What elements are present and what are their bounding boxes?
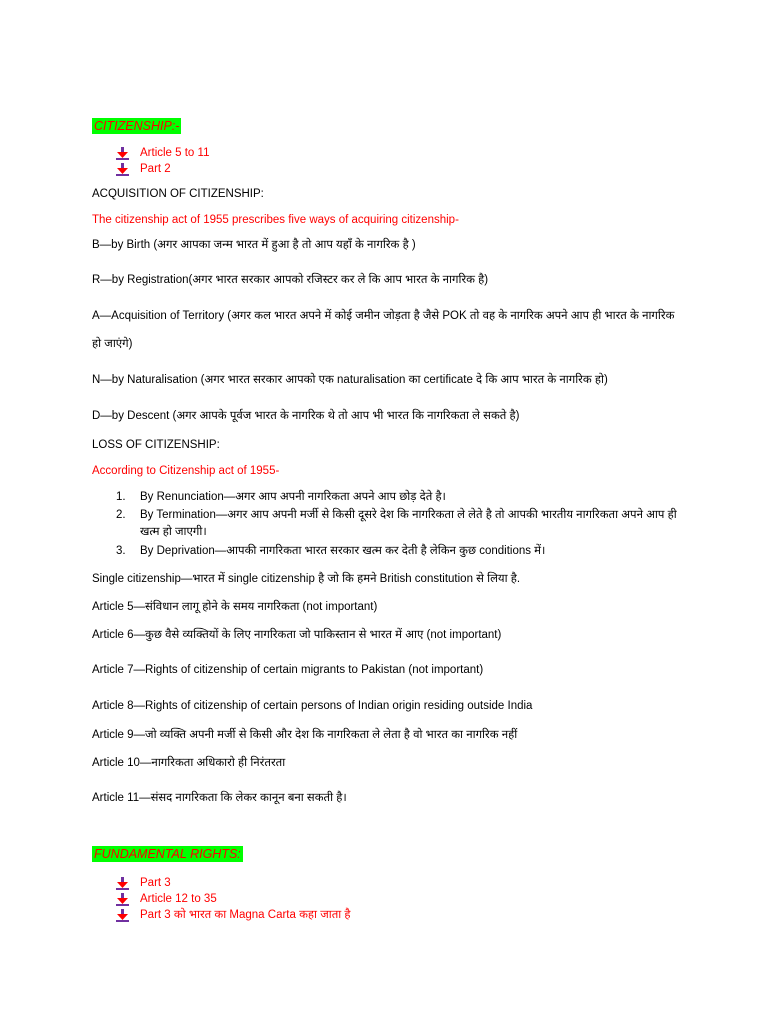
list-item [116, 161, 171, 177]
way-descent: D—by Descent (अगर आपके पूर्वज भारत के नागरिक थे तो आप भी भारत कि नागरिकता ले सकते है) [92, 410, 520, 422]
arrow-bullet-icon [116, 876, 132, 890]
bullet-text: Part 3 को भारत का Magna Carta कहा जाता है [140, 909, 351, 921]
arrow-bullet-icon [116, 146, 132, 160]
article-7: Article 7—Rights of citizenship of certain migrants to Pakistan (not important) [92, 664, 484, 676]
list-text: By Termination—अगर आप अपनी मर्जी से किसी दूसरे देश कि नागरिकता ले लेते है तो आपकी भारतीय नागरिकता अपने आप ही [140, 509, 677, 521]
way-birth: B—by Birth (अगर आपका जन्म भारत में हुआ है तो आप यहाँ के नागरिक है ) [92, 239, 416, 251]
list-item [116, 875, 171, 891]
loss-title: LOSS OF CITIZENSHIP: [92, 439, 220, 451]
bullet-text: Part 2 [140, 163, 171, 175]
list-item [116, 145, 209, 161]
list-item [116, 543, 545, 559]
bullet-text: Part 3 [140, 877, 171, 889]
citizenship-heading: CITIZENSHIP:- [94, 119, 180, 133]
bullet-text: Article 12 to 35 [140, 893, 217, 905]
list-number: 3. [116, 545, 126, 557]
way-territory-cont: हो जाएंगे) [92, 338, 133, 350]
list-text: By Renunciation—अगर आप अपनी नागरिकता अपने आप छोड़ देते है। [140, 491, 446, 503]
way-registration: R—by Registration(अगर भारत सरकार आपको रजिस्टर कर ले कि आप भारत के नागरिक है) [92, 274, 489, 286]
arrow-bullet-icon [116, 162, 132, 176]
article-9: Article 9—जो व्यक्ति अपनी मर्जी से किसी और देश कि नागरिकता ले लेता है वो भारत का नागरिक नहीं [92, 729, 518, 741]
arrow-bullet-icon [116, 908, 132, 922]
arrow-bullet-icon [116, 892, 132, 906]
list-item [116, 907, 351, 923]
article-11: Article 11—संसद नागरिकता कि लेकर कानून बना सकती है। [92, 792, 347, 804]
list-number: 2. [116, 509, 126, 521]
list-item [116, 891, 217, 907]
list-text: By Deprivation—आपकी नागरिकता भारत सरकार खत्म कर देती है लेकिन कुछ conditions में। [140, 545, 546, 557]
acquisition-title: ACQUISITION OF CITIZENSHIP: [92, 188, 264, 200]
loss-intro: According to Citizenship act of 1955- [92, 465, 280, 477]
list-item-cont: खत्म हो जाएगी। [140, 526, 207, 538]
way-naturalisation: N—by Naturalisation (अगर भारत सरकार आपको एक naturalisation का certificate दे कि आप भारत के नागरिक हो) [92, 374, 608, 386]
list-number: 1. [116, 491, 126, 503]
acquisition-intro: The citizenship act of 1955 prescribes five ways of acquiring citizenship- [92, 214, 459, 226]
list-item [116, 507, 677, 523]
article-8: Article 8—Rights of citizenship of certain persons of Indian origin residing outside India [92, 700, 533, 712]
list-item [116, 489, 446, 505]
single-citizenship: Single citizenship—भारत में single citizenship है जो कि हमने British constitution से लिया है. [92, 573, 521, 585]
fundamental-rights-heading: FUNDAMENTAL RIGHTS: [94, 847, 241, 861]
article-6: Article 6—कुछ वैसे व्यक्तियों के लिए नागरिकता जो पाकिस्तान से भारत में आए (not important) [92, 629, 502, 641]
bullet-text: Article 5 to 11 [140, 147, 210, 159]
article-5: Article 5—संविधान लागू होने के समय नागरिकता (not important) [92, 601, 378, 613]
article-10: Article 10—नागरिकता अधिकारो ही निरंतरता [92, 757, 286, 769]
way-territory: A—Acquisition of Territory (अगर कल भारत अपने में कोई जमीन जोड़ता है जैसे POK तो वह के नागरिक अपने आप ही भारत के नागरिक [92, 310, 675, 322]
